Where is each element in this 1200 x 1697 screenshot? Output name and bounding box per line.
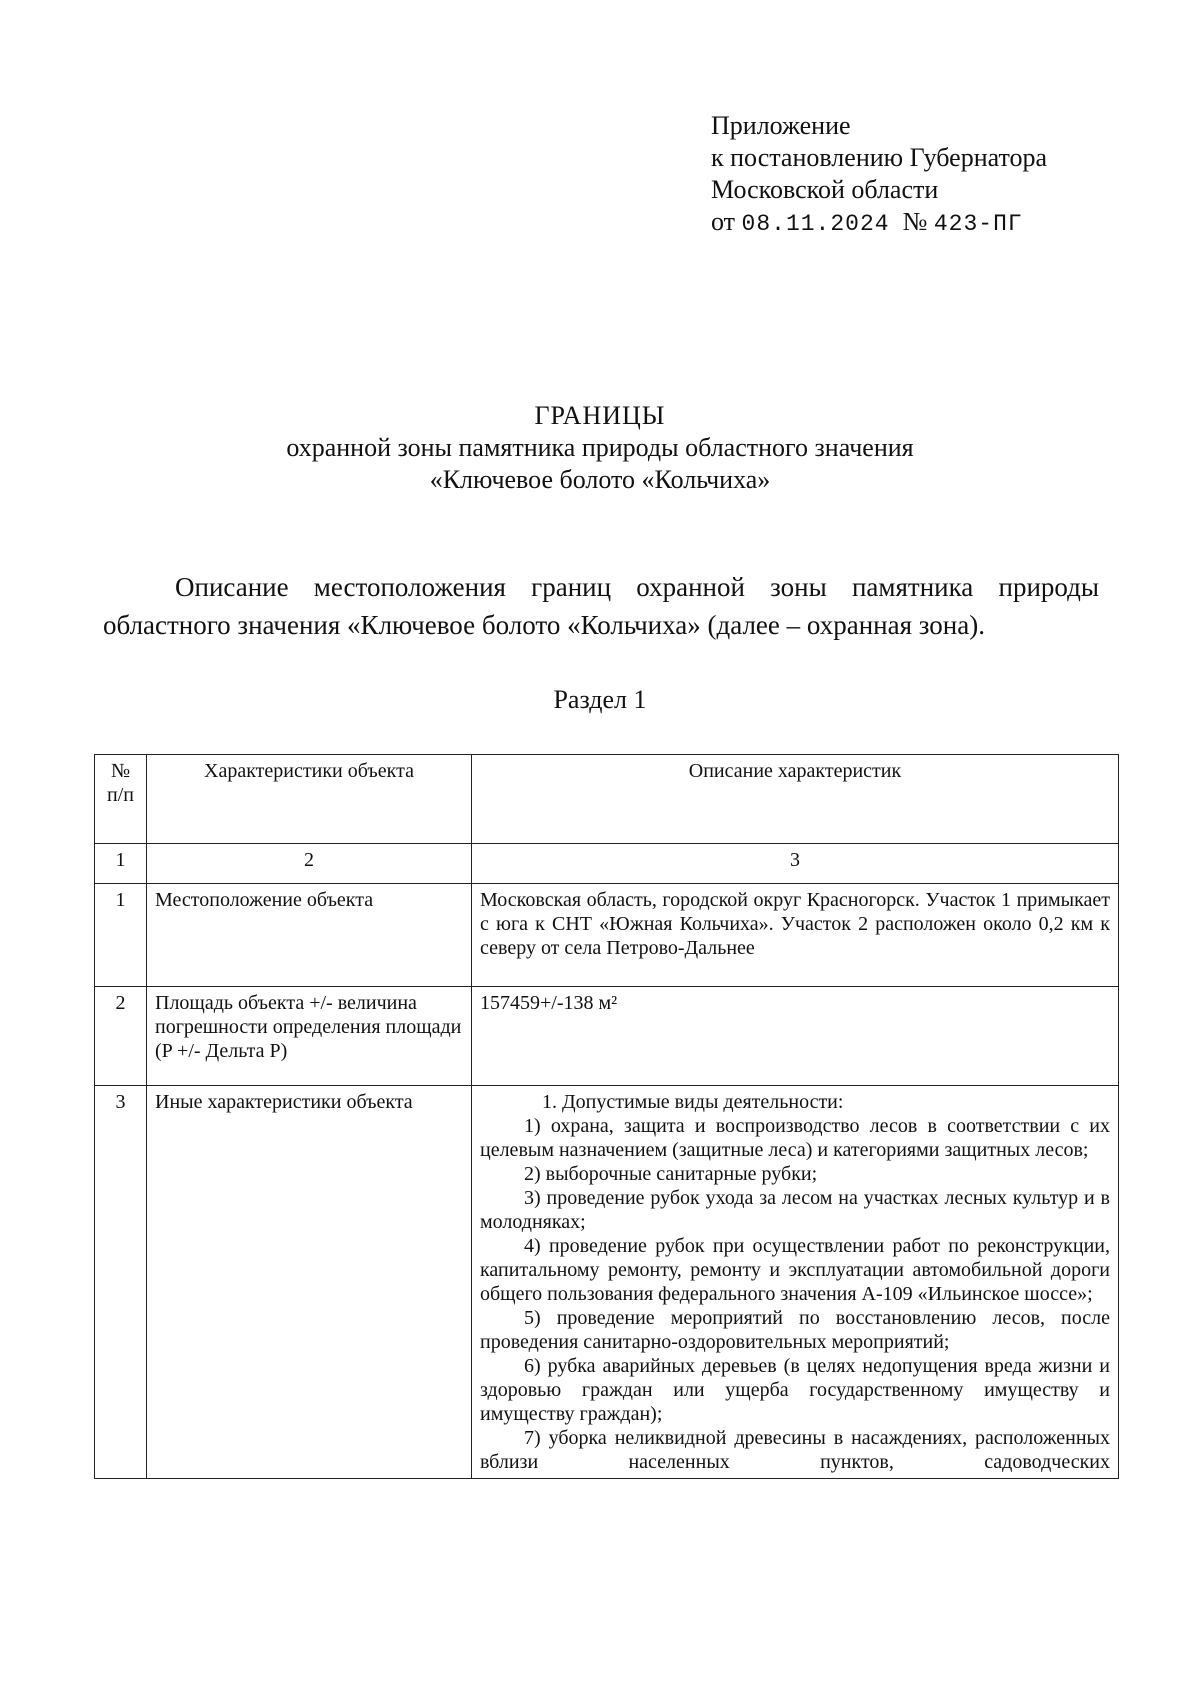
title-main: ГРАНИЦЫ <box>534 401 666 430</box>
appendix-title: Приложение <box>711 111 851 140</box>
title-line-3: «Ключевое болото «Кольчиха» <box>429 465 771 494</box>
numbering-cell: 3 <box>472 844 1119 884</box>
header-characteristic: Характеристики объекта <box>147 755 472 844</box>
list-item: 6) рубка аварийных деревьев (в целях недопущения вреда жизни и здоровью граждан или ущерба государственному имуществу и имуществу граждан); <box>480 1355 1110 1425</box>
intro-line-1: Описание местоположения границ охранной зоны памятника природы <box>175 572 1099 602</box>
row-number: 1 <box>95 884 147 987</box>
decree-number: 423-ПГ <box>933 211 1023 237</box>
intro-paragraph <box>103 568 1099 644</box>
row-description <box>472 1086 1119 1479</box>
row-description: Московская область, городской округ Красногорск. Участок 1 примыкает с юга к СНТ «Южная Кольчиха». Участок 2 расположен около 0,2 км к северу от села Петрово-Дальнее <box>472 884 1119 987</box>
row-characteristic: Местоположение объекта <box>147 884 472 987</box>
row-number: 2 <box>95 987 147 1086</box>
table-row <box>95 987 1119 1086</box>
list-item: 4) проведение рубок при осуществлении работ по реконструкции, капитальному ремонту, ремонту и эксплуатации автомобильной дороги общего пользования федерального значения А-109 «Ильинское шоссе»; <box>480 1235 1110 1305</box>
row-characteristic: Площадь объекта +/- величина погрешности определения площади (P +/- Дельта P) <box>147 987 472 1086</box>
title-line-2: охранной зоны памятника природы областного значения <box>286 433 914 462</box>
row-description: 157459+/-138 м² <box>472 987 1119 1086</box>
row-characteristic: Иные характеристики объекта <box>147 1086 472 1479</box>
numbering-cell: 1 <box>95 844 147 884</box>
appendix-ref-line: к постановлению Губернатора <box>711 143 1048 172</box>
date-prefix: от <box>711 207 736 236</box>
row-number: 3 <box>95 1086 147 1479</box>
table-numbering-row <box>95 844 1119 884</box>
intro-line-2: областного значения «Ключевое болото «Кольчиха» (далее – охранная зона). <box>103 610 985 640</box>
list-item: 5) проведение мероприятий по восстановлению лесов, после проведения санитарно-оздоровительных мероприятий; <box>480 1307 1110 1353</box>
list-item: 1. Допустимые виды деятельности: <box>542 1091 844 1113</box>
list-item: 3) проведение рубок ухода за лесом на участках лесных культур и в молодняках; <box>480 1187 1110 1233</box>
header-number: № п/п <box>95 755 147 844</box>
header-description: Описание характеристик <box>472 755 1119 844</box>
appendix-block <box>711 110 1047 240</box>
appendix-region-line: Московской области <box>711 175 939 204</box>
decree-date: 08.11.2024 <box>741 211 890 237</box>
number-prefix: № <box>902 207 928 236</box>
document-title <box>0 400 1200 496</box>
list-item: 2) выборочные санитарные рубки; <box>524 1163 818 1185</box>
numbering-cell: 2 <box>147 844 472 884</box>
section-heading: Раздел 1 <box>553 685 647 714</box>
table-header-row <box>95 755 1119 844</box>
table-row <box>95 884 1119 987</box>
table-row <box>95 1086 1119 1479</box>
characteristics-table <box>94 754 1119 1479</box>
list-item: 7) уборка неликвидной древесины в насаждениях, расположенных вблизи населенных пунктов, садоводческих <box>480 1427 1110 1473</box>
list-item: 1) охрана, защита и воспроизводство лесов в соответствии с их целевым назначением (защитные леса) и категориями защитных лесов; <box>480 1115 1110 1161</box>
appendix-date-line <box>711 206 1047 240</box>
